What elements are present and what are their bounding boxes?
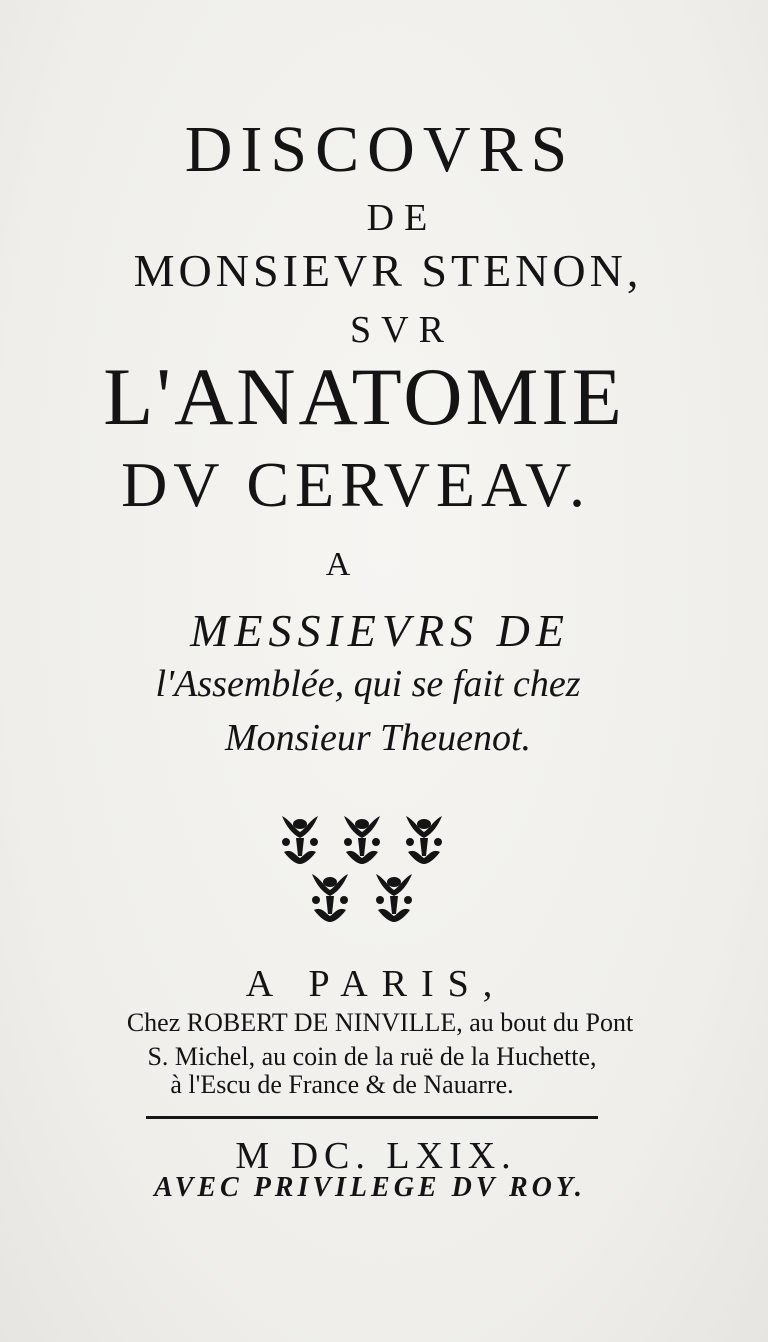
title-discours: DISCOVRS [184,113,576,186]
imprint-privilege: AVEC PRIVILEGE DV ROY. [154,1172,586,1203]
imprint-publisher: Chez ROBERT DE NINVILLE, au bout du Pont [126,1008,634,1037]
title-de: DE [366,197,438,239]
imprint-address-2: à l'Escu de France & de Nauarre. [170,1070,514,1099]
title-cerveau: DV CERVEAV. [121,449,591,520]
fleuron-icon [406,816,442,864]
fleuron-icon [282,816,318,864]
title-sur: SVR [350,309,454,351]
fleuron-icon [376,874,412,922]
horizontal-rule [146,1116,598,1119]
imprint-year: M DC. LXIX. [235,1135,517,1177]
dedication-theuenot: Monsieur Theuenot. [224,717,532,759]
fleuron-icon [312,874,348,922]
title-author: MONSIEVR STENON, [133,245,643,296]
fleuron-icon [344,816,380,864]
imprint-address-1: S. Michel, au coin de la ruë de la Huchette, [147,1042,597,1071]
dedication-assemblee: l'Assemblée, qui se fait chez [155,663,581,705]
fleuron-ornament-icon [270,808,454,928]
imprint-city: A PARIS, [245,963,507,1005]
title-anatomie: L'ANATOMIE [103,351,625,442]
dedication-a: A [325,546,351,583]
dedication-messieurs: MESSIEVRS DE [190,605,570,656]
